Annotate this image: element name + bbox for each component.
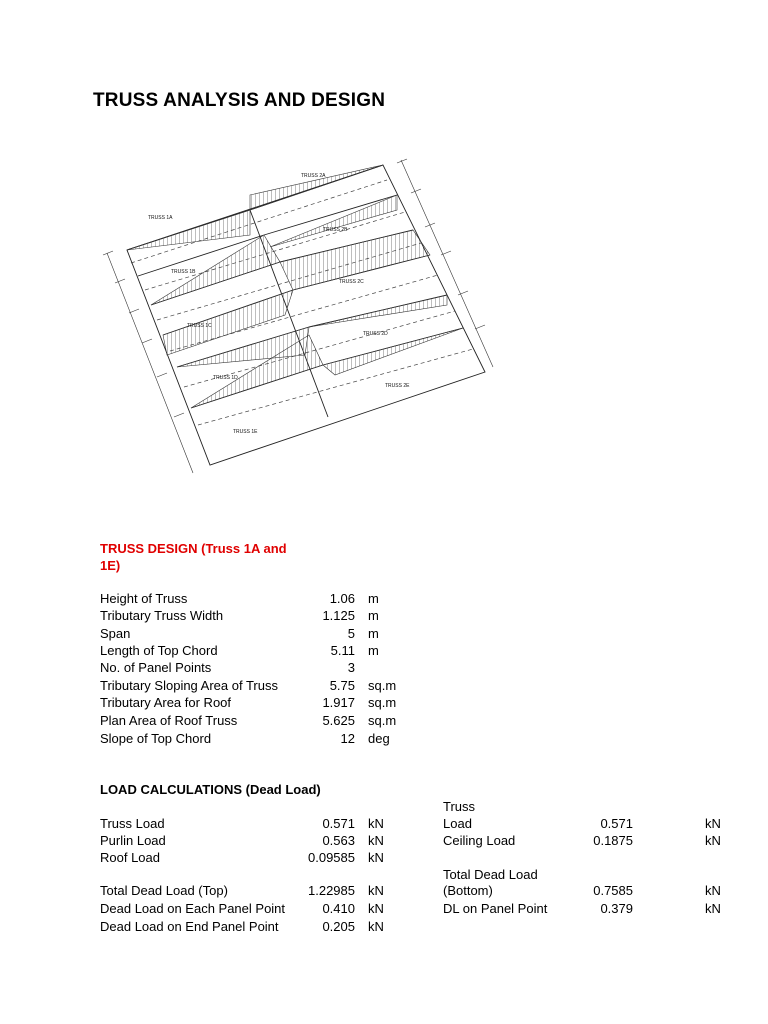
load-row-label: Dead Load on Each Panel Point	[100, 901, 286, 916]
load-row-label: Dead Load on End Panel Point	[100, 919, 279, 934]
load-row-label: Truss	[443, 799, 476, 814]
truss-2a-hatch	[250, 165, 383, 210]
load-row-unit: kN	[368, 901, 384, 916]
design-row-unit: deg	[368, 731, 390, 746]
design-row-value: 5.625	[322, 713, 355, 728]
design-row-unit: m	[368, 643, 379, 658]
page-title: TRUSS ANALYSIS AND DESIGN	[93, 90, 386, 111]
load-row-label: (Bottom)	[443, 883, 493, 898]
design-row-label: Slope of Top Chord	[100, 731, 212, 746]
truss-label: TRUSS 1B	[171, 269, 196, 275]
truss-label: TRUSS 1A	[148, 215, 173, 221]
load-row-label: DL on Panel Point	[443, 901, 548, 916]
load-row-value: 0.410	[322, 901, 355, 916]
load-row-value: 0.205	[322, 919, 355, 934]
design-row-value: 5.75	[329, 678, 355, 693]
load-row-unit: kN	[368, 816, 384, 831]
design-row-value: 1.917	[322, 695, 355, 710]
load-row-value: 0.7585	[593, 883, 633, 898]
truss-1a-hatch	[127, 210, 250, 250]
design-heading: TRUSS DESIGN (Truss 1A and 1E)	[100, 541, 287, 573]
design-row-label: Span	[100, 626, 131, 641]
truss-label: TRUSS 1D	[213, 375, 238, 381]
design-row-label: Tributary Sloping Area of Truss	[100, 678, 278, 693]
load-row-label: Roof Load	[100, 850, 160, 865]
design-row-label: Length of Top Chord	[100, 643, 218, 658]
truss-label: TRUSS 1E	[233, 429, 258, 435]
load-row-unit: kN	[368, 919, 384, 934]
truss-label: TRUSS 2E	[385, 383, 410, 389]
load-row-label: Purlin Load	[100, 833, 166, 848]
truss-framing-drawing	[95, 155, 495, 475]
roof-outline	[127, 165, 485, 465]
design-row-unit: sq.m	[368, 695, 397, 710]
design-row-label: Tributary Area for Roof	[100, 695, 232, 710]
load-row-unit: kN	[368, 883, 384, 898]
load-row-label: Total Dead Load (Top)	[100, 883, 228, 898]
truss-label: TRUSS 2D	[363, 331, 388, 337]
design-row-unit: m	[368, 626, 379, 641]
design-row-value: 12	[340, 731, 355, 746]
truss-2e-hatch	[323, 328, 463, 375]
load-row-label: Truss Load	[100, 816, 165, 831]
load-row-value: 1.22985	[308, 883, 355, 898]
load-row-unit: kN	[705, 816, 721, 831]
load-row-value: 0.379	[600, 901, 633, 916]
design-row-unit: m	[368, 591, 379, 606]
load-row-unit: kN	[368, 850, 384, 865]
truss-label: TRUSS 1C	[187, 323, 212, 329]
load-row-label: Ceiling Load	[443, 833, 516, 848]
load-row-unit: kN	[705, 883, 721, 898]
design-row-value: 5	[347, 626, 355, 641]
design-row-label: Tributary Truss Width	[100, 608, 224, 623]
design-row-label: No. of Panel Points	[100, 660, 212, 675]
truss-2d-hatch	[309, 295, 447, 327]
load-row-value: 0.09585	[308, 850, 355, 865]
design-row-value: 3	[347, 660, 355, 675]
load-row-label: Load	[443, 816, 472, 831]
design-row-unit: sq.m	[368, 713, 397, 728]
load-row-unit: kN	[368, 833, 384, 848]
truss-label: TRUSS 2C	[339, 279, 364, 285]
load-calc-heading: LOAD CALCULATIONS (Dead Load)	[100, 782, 321, 797]
design-row-value: 5.11	[330, 643, 355, 658]
truss-label: TRUSS 2B	[323, 227, 348, 233]
load-row-value: 0.563	[322, 833, 355, 848]
design-row-unit: sq.m	[368, 678, 397, 693]
design-row-value: 1.06	[329, 591, 355, 606]
design-row-label: Height of Truss	[100, 591, 188, 606]
load-row-unit: kN	[705, 833, 721, 848]
load-row-value: 0.571	[322, 816, 355, 831]
load-row-value: 0.1875	[593, 833, 633, 848]
design-row-value: 1.125	[322, 608, 355, 623]
load-row-value: 0.571	[600, 816, 633, 831]
load-row-unit: kN	[705, 901, 721, 916]
design-row-label: Plan Area of Roof Truss	[100, 713, 238, 728]
load-row-label: Total Dead Load	[443, 867, 538, 882]
design-row-unit: m	[368, 608, 379, 623]
truss-label: TRUSS 2A	[301, 173, 326, 179]
